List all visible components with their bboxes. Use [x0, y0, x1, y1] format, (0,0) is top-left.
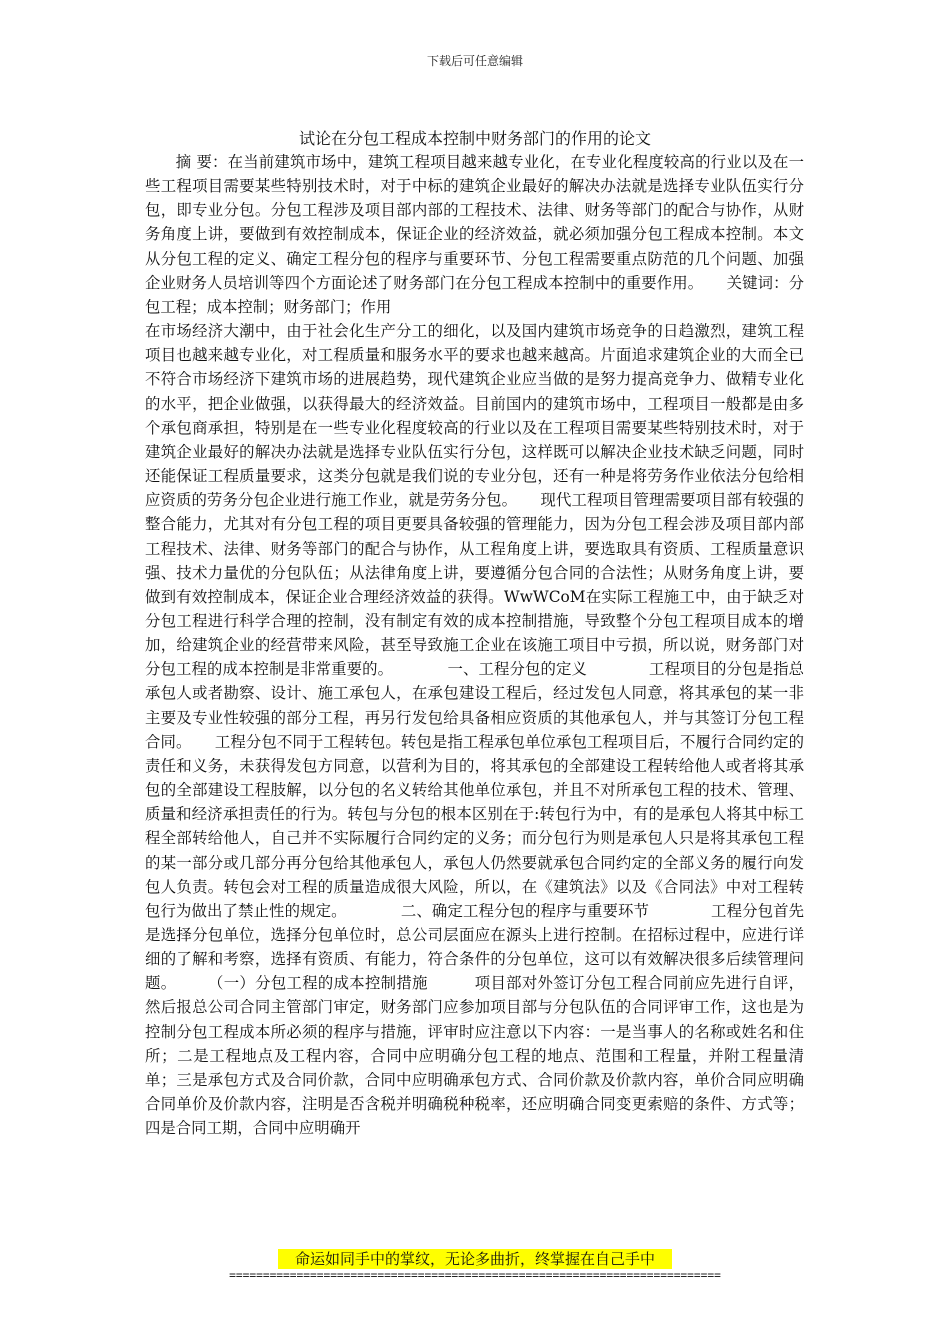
document-body — [145, 150, 804, 1140]
abstract-paragraph: 摘 要：在当前建筑市场中，建筑工程项目越来越专业化，在专业化程度较高的行业以及在一些工程项目需要某些特别技术时，对于中标的建筑企业最好的解决办法就是选择专业队伍实行分包，即专业分包。分包工程涉及项目部内部的工程技术、法律、财务等部门的配合与协作，从财务角度上讲，要做到有效控制成本，保证企业的经济效益，就必须加强分包工程成本控制。本文从分包工程的定义、确定工程分包的程序与重要环节、分包工程需要重点防范的几个问题、加强企业财务人员培训等四个方面论述了财务部门在分包工程成本控制中的重要作用。 关键词：分包工程；成本控制；财务部门；作用 — [145, 153, 804, 316]
footer-banner: 命运如同手中的掌纹，无论多曲折，终掌握在自己手中 — [278, 1249, 672, 1269]
footer-divider: ========================================================================= — [229, 1269, 721, 1282]
header-note: 下载后可任意编辑 — [426, 54, 523, 68]
document-title: 试论在分包工程成本控制中财务部门的作用的论文 — [298, 129, 651, 148]
main-paragraph: 在市场经济大潮中，由于社会化生产分工的细化，以及国内建筑市场竞争的日趋激烈，建筑工程项目也越来越专业化，对工程质量和服务水平的要求也越来越高。片面追求建筑企业的大而全已不符合市场经济下建筑市场的进展趋势，现代建筑企业应当做的是努力提高竞争力、做精专业化的水平，把企业做强，以获得最大的经济效益。目前国内的建筑市场中，工程项目一般都是由多个承包商承担，特别是在一些专业化程度较高的行业以及在工程项目需要某些特别技术时，对于建筑企业最好的解决办法就是选择专业队伍实行分包，这样既可以解决企业技术缺乏问题，同时还能保证工程质量要求，这类分包就是我们说的专业分包，还有一种是将劳务作业依法分包给相应资质的劳务分包企业进行施工作业，就是劳务分包。 现代工程项目管理需要项目部有较强的整合能力，尤其对有分包工程的项目更要具备较强的管理能力，因为分包工程会涉及项目部内部工程技术、法律、财务等部门的配合与协作，从工程角度上讲，要选取具有资质、工程质量意识强、技术力量优的分包队伍；从法律角度上讲，要遵循分包合同的合法性；从财务角度上讲，要做到有效控制成本，保证企业合理经济效益的获得。WwWCoM在实际工程施工中，由于缺乏对分包工程进行科学合理的控制，没有制定有效的成本控制措施，导致整个分包工程项目成本的增加，给建筑企业的经营带来风险，甚至导致施工企业在该施工项目中亏损，所以说，财务部门对分包工程的成本控制是非常重要的。 一、工程分包的定义 工程项目的分包是指总承包人或者勘察、设计、施工承包人，在承包建设工程后，经过发包人同意，将其承包的某一非主要及专业性较强的部分工程，再另行发包给具备相应资质的其他承包人，并与其签订分包工程合同。 工程分包不同于工程转包。转包是指工程承包单位承包工程项目后，不履行合同约定的责任和义务，未获得发包方同意，以营利为目的，将其承包的全部建设工程转给他人或者将其承包的全部建设工程肢解，以分包的名义转给其他单位承包，并且不对所承包工程的技术、管理、质量和经济承担责任的行为。转包与分包的根本区别在于:转包行为中，有的是承包人将其中标工程全部转给他人，自己并不实际履行合同约定的义务；而分包行为则是承包人只是将其承包工程的某一部分或几部分再分包给其他承包人，承包人仍然要就承包合同约定的全部义务的履行向发包人负责。转包会对工程的质量造成很大风险，所以，在《建筑法》以及《合同法》中对工程转包行为做出了禁止性的规定。 二、确定工程分包的程序与重要环节 工程分包首先是选择分包单位，选择分包单位时，总公司层面应在源头上进行控制。在招标过程中，应进行详细的了解和考察，选择有资质、有能力，符合条件的分包单位，这可以有效解决很多后续管理问题。 （一）分包工程的成本控制措施 项目部对外签订分包工程合同前应先进行自评，然后报总公司合同主管部门审定，财务部门应参加项目部与分包队伍的合同评审工作，这也是为控制分包工程成本所必须的程序与措施，评审时应注意以下内容：一是当事人的名称或姓名和住所；二是工程地点及工程内容，合同中应明确分包工程的地点、范围和工程量，并附工程量清单；三是承包方式及合同价款，合同中应明确承包方式、合同价款及价款内容，单价合同应明确合同单价及价款内容，注明是否含税并明确税种税率，还应明确合同变更索赔的条件、方式等；四是合同工期，合同中应明确开 — [145, 322, 804, 1138]
